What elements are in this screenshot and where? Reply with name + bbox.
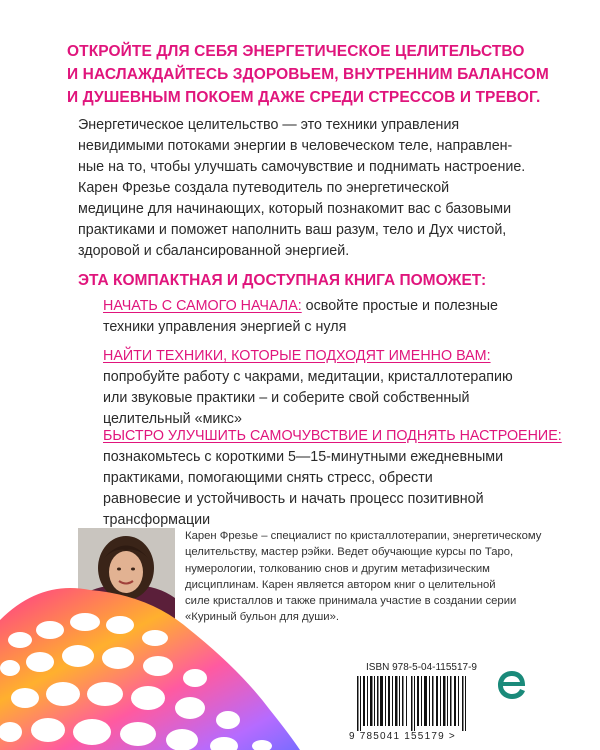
benefit-text: практиками, помогающими снять стресс, обрести [103, 470, 433, 486]
intro-line: медицине для начинающих, который познакомит вас с базовыми [78, 201, 512, 217]
intro-line: Энергетическое целительство — это техники управления [78, 117, 460, 133]
benefits-subheading: ЭТА КОМПАКТНАЯ И ДОСТУПНАЯ КНИГА ПОМОЖЕТ: [78, 272, 487, 289]
benefit-item-techniques [103, 346, 563, 430]
headline-line: ОТКРОЙТЕ ДЛЯ СЕБЯ ЭНЕРГЕТИЧЕСКОЕ ЦЕЛИТЕЛЬСТВО [67, 43, 525, 60]
benefit-item-mood [103, 426, 563, 531]
intro-line: практиками и поможет наполнить ваш разум, тело и Дух чистой, [78, 222, 507, 238]
benefit-text: или звуковые практики – и соберите свой собственный [103, 390, 470, 406]
headline [67, 40, 557, 109]
intro-line: ные на то, чтобы улучшать самочувствие и поднимать настроение. [78, 159, 526, 175]
intro-paragraph [78, 115, 558, 262]
benefit-item-start [103, 296, 563, 338]
intro-line: здоровой и сбалансированной энергией. [78, 243, 350, 259]
barcode-icon [349, 676, 477, 731]
bio-line: целительству, мастер рэйки. Ведет обучающие курсы по Таро, [185, 546, 514, 559]
bio-line: силе кристаллов и также принимала участие в создании серии [185, 595, 517, 608]
benefit-lead: НАЧАТЬ С САМОГО НАЧАЛА: [103, 298, 302, 314]
benefit-text: техники управления энергией с нуля [103, 319, 347, 335]
headline-line: И ДУШЕВНЫМ ПОКОЕМ ДАЖЕ СРЕДИ СТРЕССОВ И ТРЕВОГ. [67, 89, 541, 106]
bio-line: дисциплинам. Карен является автором книг о целительной [185, 578, 496, 591]
publisher-logo-icon [495, 668, 529, 702]
bio-line: «Куриный бульон для души». [185, 611, 340, 624]
benefit-text: познакомьтесь с короткими 5—15-минутными ежедневными [103, 449, 504, 465]
benefit-lead: НАЙТИ ТЕХНИКИ, КОТОРЫЕ ПОДХОДЯТ ИМЕННО ВАМ: [103, 348, 491, 364]
benefit-text: попробуйте работу с чакрами, медитации, кристаллотерапию [103, 369, 513, 385]
benefit-text: целительный «микс» [103, 411, 242, 427]
decorative-mesh-pattern [0, 560, 320, 750]
benefit-text: равновесие и устойчивость и начать процесс позитивной [103, 491, 484, 507]
benefit-text: освойте простые и полезные [301, 298, 498, 314]
intro-line: Карен Фрезье создала путеводитель по энергетической [78, 180, 450, 196]
bio-line: нумерологии, толкованию снов и другим метафизическим [185, 562, 490, 575]
intro-line: невидимыми потоками энергии в человеческом теле, направлен- [78, 138, 513, 154]
bio-line: Карен Фрезье – специалист по кристаллотерапии, энергетическому [185, 530, 542, 542]
barcode-number: 9 785041 155179 > [349, 731, 456, 742]
benefit-lead: БЫСТРО УЛУЧШИТЬ САМОЧУВСТВИЕ И ПОДНЯТЬ НАСТРОЕНИЕ: [103, 428, 562, 444]
headline-line: И НАСЛАЖДАЙТЕСЬ ЗДОРОВЬЕМ, ВНУТРЕННИМ БАЛАНСОМ [67, 66, 549, 83]
isbn-label: ISBN 978-5-04-115517-9 [366, 662, 477, 673]
benefit-text: трансформации [103, 512, 211, 528]
